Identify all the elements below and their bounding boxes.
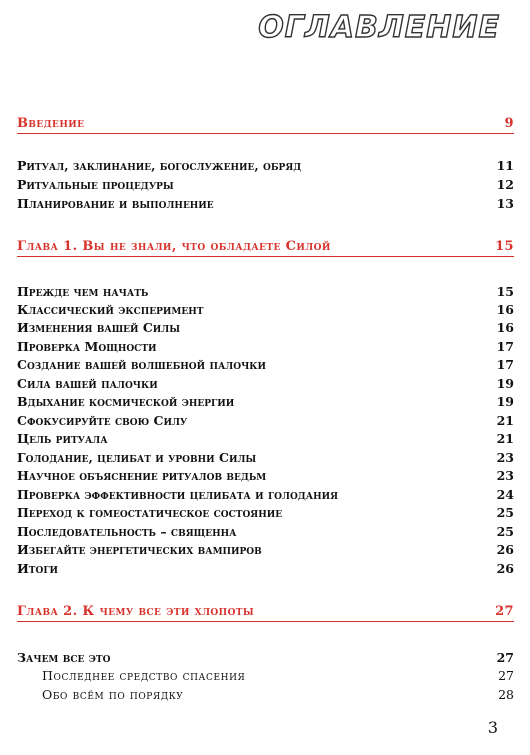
entry-title: Зачем все это xyxy=(17,650,111,665)
toc-subentry[interactable] xyxy=(17,668,514,686)
entry-page: 23 xyxy=(496,468,514,483)
toc-chapter-1[interactable] xyxy=(17,238,514,257)
entry-title: Ритуал, заклинание, богослужение, обряд xyxy=(17,158,302,173)
entry-page: 15 xyxy=(496,284,514,299)
entry-page: 27 xyxy=(496,650,514,665)
toc-entry[interactable] xyxy=(17,468,514,486)
entry-page: 23 xyxy=(496,450,514,465)
entry-title: Цель ритуала xyxy=(17,431,108,446)
toc-entry[interactable] xyxy=(17,487,514,505)
toc-entry[interactable] xyxy=(17,196,514,214)
toc-entry[interactable] xyxy=(17,542,514,560)
chapter-title: Введение xyxy=(17,116,85,131)
entry-page: 27 xyxy=(498,668,514,683)
entry-title: Последнее средство спасения xyxy=(42,668,246,683)
toc-chapter-introduction[interactable] xyxy=(17,115,514,134)
entry-page: 26 xyxy=(496,542,514,557)
entry-page: 21 xyxy=(496,431,514,446)
entry-title: Последовательность – священна xyxy=(17,524,237,539)
entry-title: Создание вашей волшебной палочки xyxy=(17,357,266,372)
toc-entry[interactable] xyxy=(17,650,514,668)
entry-title: Планирование и выполнение xyxy=(17,196,214,211)
toc-entry[interactable] xyxy=(17,177,514,195)
entry-title: Изменения вашей Силы xyxy=(17,320,181,335)
page-title: ОГЛАВЛЕНИЕ xyxy=(258,10,500,45)
toc-entry[interactable] xyxy=(17,284,514,302)
chapter-page: 9 xyxy=(504,116,514,131)
entry-page: 17 xyxy=(496,357,514,372)
entry-page: 28 xyxy=(498,687,514,702)
toc-subentry[interactable] xyxy=(17,687,514,705)
entry-title: Классический эксперимент xyxy=(17,302,204,317)
toc-entry[interactable] xyxy=(17,320,514,338)
toc-entry[interactable] xyxy=(17,561,514,579)
toc-entry[interactable] xyxy=(17,357,514,375)
page-number: 3 xyxy=(487,718,498,737)
entry-page: 19 xyxy=(496,394,514,409)
entry-page: 19 xyxy=(496,376,514,391)
entry-title: Избегайте энергетических вампиров xyxy=(17,542,262,557)
entry-page: 13 xyxy=(496,196,514,211)
entry-title: Сфокусируйте свою Силу xyxy=(17,413,188,428)
entry-title: Обо всём по порядку xyxy=(42,687,184,702)
entry-page: 24 xyxy=(496,487,514,502)
toc-entry[interactable] xyxy=(17,413,514,431)
toc-entry[interactable] xyxy=(17,158,514,176)
entry-title: Прежде чем начать xyxy=(17,284,149,299)
entry-page: 17 xyxy=(496,339,514,354)
entry-page: 16 xyxy=(496,302,514,317)
entry-title: Переход к гомеостатическое состояние xyxy=(17,505,283,520)
entry-page: 25 xyxy=(496,505,514,520)
chapter-title: Глава 2. К чему все эти хлопоты xyxy=(17,604,255,619)
toc-entry[interactable] xyxy=(17,450,514,468)
entry-title: Итоги xyxy=(17,561,59,576)
entry-title: Сила вашей палочки xyxy=(17,376,158,391)
entry-title: Научное объяснение ритуалов ведьм xyxy=(17,468,267,483)
toc-entry[interactable] xyxy=(17,302,514,320)
entry-title: Вдыхание космической энергии xyxy=(17,394,235,409)
entry-page: 16 xyxy=(496,320,514,335)
toc-entry[interactable] xyxy=(17,394,514,412)
toc-entry[interactable] xyxy=(17,339,514,357)
entry-page: 25 xyxy=(496,524,514,539)
entry-page: 21 xyxy=(496,413,514,428)
chapter-page: 15 xyxy=(495,239,514,254)
toc-entry[interactable] xyxy=(17,376,514,394)
entry-title: Проверка эффективности целибата и голодания xyxy=(17,487,339,502)
toc-chapter-2[interactable] xyxy=(17,603,514,622)
entry-title: Голодание, целибат и уровни Силы xyxy=(17,450,257,465)
entry-title: Проверка Мощности xyxy=(17,339,157,354)
toc-entry[interactable] xyxy=(17,505,514,523)
entry-page: 12 xyxy=(496,177,514,192)
toc-entry[interactable] xyxy=(17,431,514,449)
entry-title: Ритуальные процедуры xyxy=(17,177,174,192)
toc-entry[interactable] xyxy=(17,524,514,542)
chapter-title: Глава 1. Вы не знали, что обладаете Силой xyxy=(17,239,331,254)
entry-page: 26 xyxy=(496,561,514,576)
entry-page: 11 xyxy=(496,158,514,173)
chapter-page: 27 xyxy=(495,604,514,619)
